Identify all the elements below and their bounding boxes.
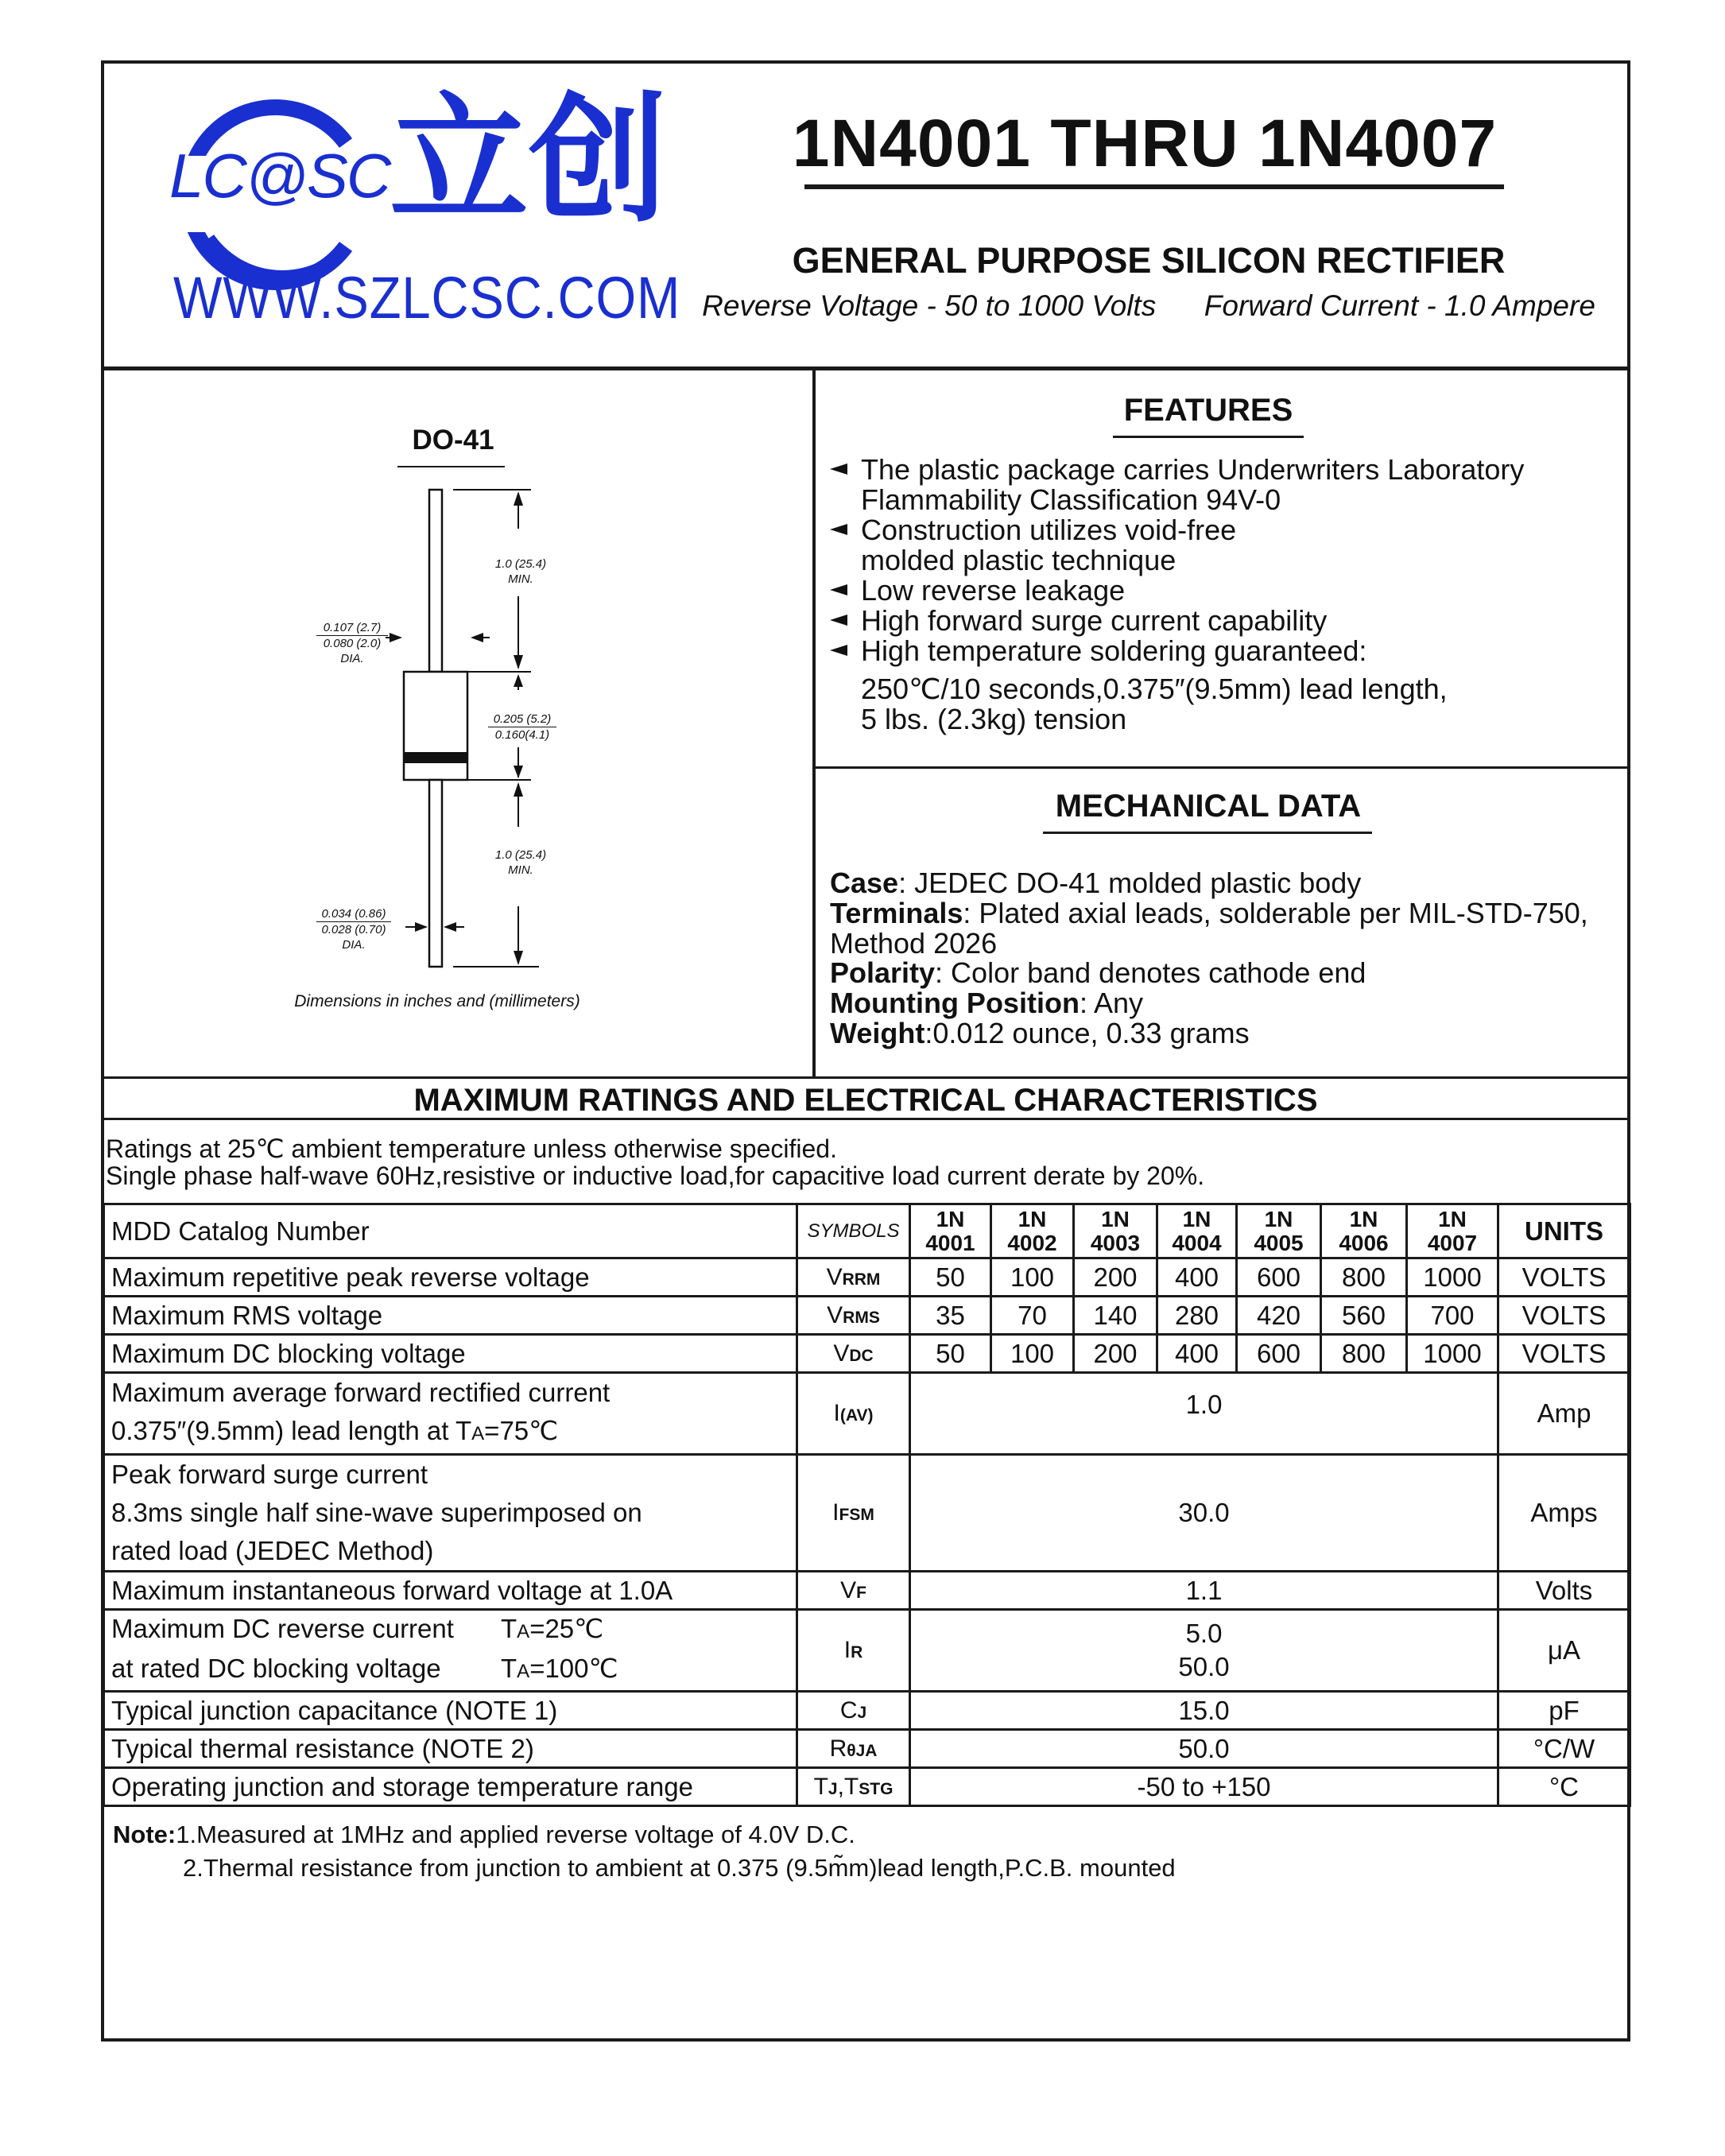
page-title: 1N4001 THRU 1N4007 (792, 106, 1498, 180)
feature-line-5: Low reverse leakage (861, 574, 1126, 607)
note-2: 2.Thermal resistance from junction to ambient at 0.375 (9.5m̃m)lead length,P.C.B. mounted (183, 1854, 1176, 1882)
column-divider (812, 366, 816, 1076)
part-number: 4005 (1254, 1230, 1304, 1255)
dim-lead-dia-max: 0.034 (0.86) (316, 906, 391, 922)
features-title-underline (1113, 436, 1304, 438)
label-text: T (501, 1614, 518, 1643)
mechanical-title: MECHANICAL DATA (1055, 789, 1362, 824)
dim-top-lead-min: MIN. (508, 572, 533, 586)
symbol-main: T (813, 1773, 828, 1800)
symbol-sub: J (828, 1779, 838, 1798)
title-underline (804, 184, 1504, 189)
row-symbol (797, 1730, 910, 1768)
table-row (104, 1258, 1630, 1297)
value-cell: 1.0 (910, 1373, 1498, 1455)
symbol-sub: R (851, 1643, 863, 1662)
reverse-voltage: Reverse Voltage - 50 to 1000 Volts (702, 289, 1157, 322)
dim-lead-dia-label: DIA. (342, 938, 366, 952)
dim-bottom-lead-min: MIN. (508, 863, 533, 877)
bullet-icon (830, 463, 847, 475)
row-label: Maximum instantaneous forward voltage at 1.0A (104, 1572, 797, 1610)
feature-line-4: molded plastic technique (861, 544, 1176, 576)
dim-body-dia (316, 620, 388, 666)
symbol-main: C (839, 1696, 858, 1724)
symbols-header: SYMBOLS (797, 1204, 910, 1258)
mech-weight-label: Weight (830, 1017, 925, 1049)
value-cell: 600 (1237, 1258, 1321, 1297)
symbol-sub: F (856, 1583, 866, 1602)
mech-mounting-value: : Any (1079, 987, 1143, 1019)
dim-bottom-lead (477, 847, 564, 878)
part-number: 4006 (1339, 1230, 1389, 1255)
mech-weight-value: :0.012 ounce, 0.33 grams (925, 1017, 1250, 1049)
part-header-4002 (991, 1204, 1074, 1258)
unit-cell: pF (1498, 1692, 1630, 1730)
row-symbol (797, 1572, 910, 1610)
label-text: T (501, 1654, 518, 1683)
value-cell: 600 (1237, 1335, 1321, 1373)
symbol-main: V (840, 1576, 857, 1603)
label-text: Maximum DC reverse current (111, 1614, 454, 1643)
symbol-sub: RMS (843, 1308, 880, 1327)
mech-mounting (830, 988, 1143, 1018)
package-name-underline (397, 466, 505, 467)
row-label: Maximum RMS voltage (104, 1297, 797, 1335)
unit-cell: Amp (1498, 1373, 1630, 1455)
row-symbol (797, 1258, 910, 1297)
table-row (104, 1768, 1630, 1806)
value-cell: 800 (1321, 1335, 1407, 1373)
row-label (104, 1610, 797, 1692)
value-line: 5.0 (1185, 1619, 1223, 1648)
row-label-line (111, 1611, 789, 1650)
unit-cell: VOLTS (1498, 1297, 1630, 1335)
bullet-icon (830, 524, 847, 535)
part-header-4004 (1157, 1204, 1237, 1258)
package-name: DO-41 (412, 425, 494, 456)
catalog-header: MDD Catalog Number (104, 1204, 797, 1258)
website-url: WWW.SZLCSC.COM (173, 265, 681, 331)
symbol-sub: J (857, 1703, 867, 1722)
part-number: 4002 (1007, 1230, 1057, 1255)
label-sub: A (517, 1661, 530, 1682)
ratings-note-2: Single phase half-wave 60Hz,resistive or inductive load,for capacitive load current derate by 20%. (106, 1161, 1205, 1190)
part-header-4001 (910, 1204, 991, 1258)
value-cell: 50.0 (910, 1730, 1498, 1768)
symbol-sub: STG (859, 1779, 894, 1798)
value-cell: 1000 (1407, 1258, 1498, 1297)
unit-cell: VOLTS (1498, 1335, 1630, 1373)
row-label: Operating junction and storage temperature range (104, 1768, 797, 1806)
forward-current: Forward Current - 1.0 Ampere (1204, 289, 1595, 322)
mech-terminals (830, 898, 1588, 929)
header-divider (101, 366, 1627, 370)
row-label: Typical junction capacitance (NOTE 1) (104, 1692, 797, 1730)
value-cell: 700 (1407, 1297, 1498, 1335)
ratings-note-1: Ratings at 25℃ ambient temperature unless otherwise specified. (106, 1134, 837, 1163)
table-row (104, 1455, 1630, 1572)
part-number: 4003 (1090, 1230, 1141, 1255)
label-text: =75℃ (484, 1416, 559, 1445)
value-cell: 560 (1321, 1297, 1407, 1335)
feature-line-7: High temperature soldering guaranteed: (861, 634, 1367, 667)
row-label-line: Maximum average forward rectified current (111, 1378, 611, 1407)
dim-body-len-min: 0.160(4.1) (494, 728, 550, 742)
part-prefix: 1N (1264, 1206, 1293, 1231)
part-header-4006 (1321, 1204, 1407, 1258)
row-label-line: Peak forward surge current (111, 1460, 428, 1489)
value-cell: 400 (1157, 1258, 1237, 1297)
mech-polarity-value: : Color band denotes cathode end (935, 956, 1366, 989)
table-row (104, 1335, 1630, 1373)
note-1-text: 1.Measured at 1MHz and applied reverse voltage of 4.0V D.C. (176, 1821, 855, 1848)
row-symbol (797, 1692, 910, 1730)
symbol-main: V (827, 1301, 843, 1328)
row-label-line: 8.3ms single half sine-wave superimposed on (111, 1498, 642, 1527)
feature-line-2: Flammability Classification 94V-0 (861, 483, 1281, 516)
table-row (104, 1692, 1630, 1730)
value-cell: 200 (1074, 1258, 1157, 1297)
row-label (104, 1373, 797, 1455)
row-symbol (797, 1335, 910, 1373)
note-label: Note: (113, 1821, 176, 1848)
symbol-main: I (833, 1400, 840, 1426)
part-prefix: 1N (1349, 1206, 1378, 1231)
row-label-line: rated load (JEDEC Method) (111, 1536, 434, 1565)
dim-body-len-max: 0.205 (5.2) (488, 712, 556, 727)
value-cell: 1000 (1407, 1335, 1498, 1373)
ratings-title: MAXIMUM RATINGS AND ELECTRICAL CHARACTERISTICS (413, 1083, 1318, 1118)
part-prefix: 1N (1438, 1206, 1467, 1231)
bullet-icon (830, 645, 847, 656)
table-row (104, 1297, 1630, 1335)
ratings-table (103, 1203, 1631, 1807)
part-number: 4007 (1427, 1230, 1478, 1255)
feature-line-6: High forward surge current capability (861, 604, 1328, 637)
bullet-icon (830, 615, 847, 626)
feature-line-1: The plastic package carries Underwriters Laboratory (861, 453, 1525, 486)
symbol-sub: (AV) (839, 1406, 874, 1425)
part-number: 4004 (1172, 1230, 1222, 1255)
unit-cell: VOLTS (1498, 1258, 1630, 1297)
dim-body-dia-min: 0.080 (2.0) (323, 637, 382, 650)
value-cell (910, 1610, 1498, 1692)
part-prefix: 1N (936, 1206, 965, 1231)
value-cell: 35 (910, 1297, 991, 1335)
logo-text: LC@SC (169, 141, 390, 211)
symbol-sub: DC (849, 1346, 874, 1365)
row-symbol (797, 1297, 910, 1335)
row-label: Maximum repetitive peak reverse voltage (104, 1258, 797, 1297)
row-label-line (111, 1650, 789, 1690)
row-label (104, 1455, 797, 1572)
features-divider (814, 766, 1629, 769)
row-label-line (111, 1412, 789, 1453)
symbol-main: I (843, 1637, 851, 1663)
label-text: 0.375″(9.5mm) lead length at T (111, 1416, 472, 1445)
row-symbol (797, 1455, 910, 1572)
feature-line-9: 5 lbs. (2.3kg) tension (861, 703, 1127, 735)
value-cell: 140 (1074, 1297, 1157, 1335)
value-cell: 100 (991, 1335, 1074, 1373)
table-row (104, 1730, 1630, 1768)
units-header: UNITS (1498, 1204, 1630, 1258)
mechanical-title-underline (1043, 832, 1372, 834)
symbol-main: V (826, 1263, 843, 1290)
features-title: FEATURES (1123, 393, 1293, 428)
row-symbol (797, 1373, 910, 1455)
part-number: 4001 (925, 1230, 975, 1255)
value-cell: 100 (991, 1258, 1074, 1297)
value-cell: 15.0 (910, 1692, 1498, 1730)
symbol-sub: RRM (842, 1270, 881, 1289)
dimension-caption: Dimensions in inches and (millimeters) (294, 992, 580, 1010)
symbol-sub: θJA (847, 1741, 878, 1760)
label-text: =100℃ (529, 1654, 618, 1683)
ratings-top-rule (101, 1076, 1630, 1079)
mech-terminals-label: Terminals (830, 897, 963, 929)
value-cell: 400 (1157, 1335, 1237, 1373)
mech-terminals-2: Method 2026 (830, 927, 998, 960)
row-symbol (797, 1610, 910, 1692)
symbol-sub: FSM (839, 1506, 874, 1524)
feature-line-3: Construction utilizes void-free (861, 514, 1237, 546)
label-text: at rated DC blocking voltage (111, 1654, 441, 1683)
table-header-row (104, 1204, 1630, 1258)
dim-lead-dia (316, 906, 391, 952)
mech-terminals-value: : Plated axial leads, solderable per MIL-STD-750, (963, 897, 1588, 929)
unit-cell: Volts (1498, 1572, 1630, 1610)
mech-case-label: Case (830, 867, 899, 899)
feature-line-8: 250℃/10 seconds,0.375″(9.5mm) lead length, (861, 673, 1448, 705)
mech-polarity (830, 958, 1366, 988)
symbol-main: I (832, 1499, 839, 1526)
dim-body-dia-max: 0.107 (2.7) (316, 620, 388, 636)
table-row (104, 1373, 1630, 1455)
unit-cell: °C/W (1498, 1730, 1630, 1768)
row-label: Typical thermal resistance (NOTE 2) (104, 1730, 797, 1768)
value-cell: 280 (1157, 1297, 1237, 1335)
unit-cell: μA (1498, 1610, 1630, 1692)
part-header-4003 (1074, 1204, 1157, 1258)
value-cell: -50 to +150 (910, 1768, 1498, 1806)
mech-weight (830, 1018, 1250, 1049)
mech-mounting-label: Mounting Position (830, 987, 1080, 1019)
spec-line (692, 289, 1606, 323)
label-sub: A (471, 1423, 485, 1444)
part-header-4005 (1237, 1204, 1321, 1258)
unit-cell: Amps (1498, 1455, 1630, 1572)
dim-top-lead (477, 556, 564, 587)
part-prefix: 1N (1182, 1206, 1211, 1231)
symbol-main: ,T (837, 1773, 859, 1800)
mech-polarity-label: Polarity (830, 956, 936, 989)
dim-body-len (488, 712, 556, 743)
value-cell: 800 (1321, 1258, 1407, 1297)
value-cell: 50 (910, 1258, 991, 1297)
value-cell: 50 (910, 1335, 991, 1373)
mech-case-value: : JEDEC DO-41 molded plastic body (898, 867, 1362, 899)
dim-bottom-lead-value: 1.0 (25.4) (494, 848, 547, 862)
value-cell: 70 (991, 1297, 1074, 1335)
symbol-main: V (833, 1340, 850, 1367)
row-symbol (797, 1768, 910, 1806)
dim-lead-dia-min: 0.028 (0.70) (321, 923, 386, 936)
symbol-main: R (829, 1735, 847, 1762)
value-cell: 1.1 (910, 1572, 1498, 1610)
part-prefix: 1N (1101, 1206, 1130, 1231)
dim-body-dia-label: DIA. (340, 652, 364, 665)
unit-cell: °C (1498, 1768, 1630, 1806)
subtitle: GENERAL PURPOSE SILICON RECTIFIER (792, 240, 1506, 281)
bullet-icon (830, 584, 847, 595)
logo-chinese: 立创 (390, 80, 668, 242)
note-1 (113, 1821, 855, 1849)
label-text: =25℃ (529, 1614, 604, 1643)
dim-top-lead-value: 1.0 (25.4) (494, 557, 547, 571)
table-row (104, 1572, 1630, 1610)
value-cell: 420 (1237, 1297, 1321, 1335)
label-sub: A (517, 1621, 530, 1642)
part-prefix: 1N (1018, 1206, 1047, 1231)
mech-case (830, 868, 1361, 898)
value-line: 50.0 (1178, 1652, 1230, 1681)
value-cell: 30.0 (910, 1455, 1498, 1572)
value-cell: 200 (1074, 1335, 1157, 1373)
part-header-4007 (1407, 1204, 1498, 1258)
table-row (104, 1610, 1630, 1692)
row-label: Maximum DC blocking voltage (104, 1335, 797, 1373)
